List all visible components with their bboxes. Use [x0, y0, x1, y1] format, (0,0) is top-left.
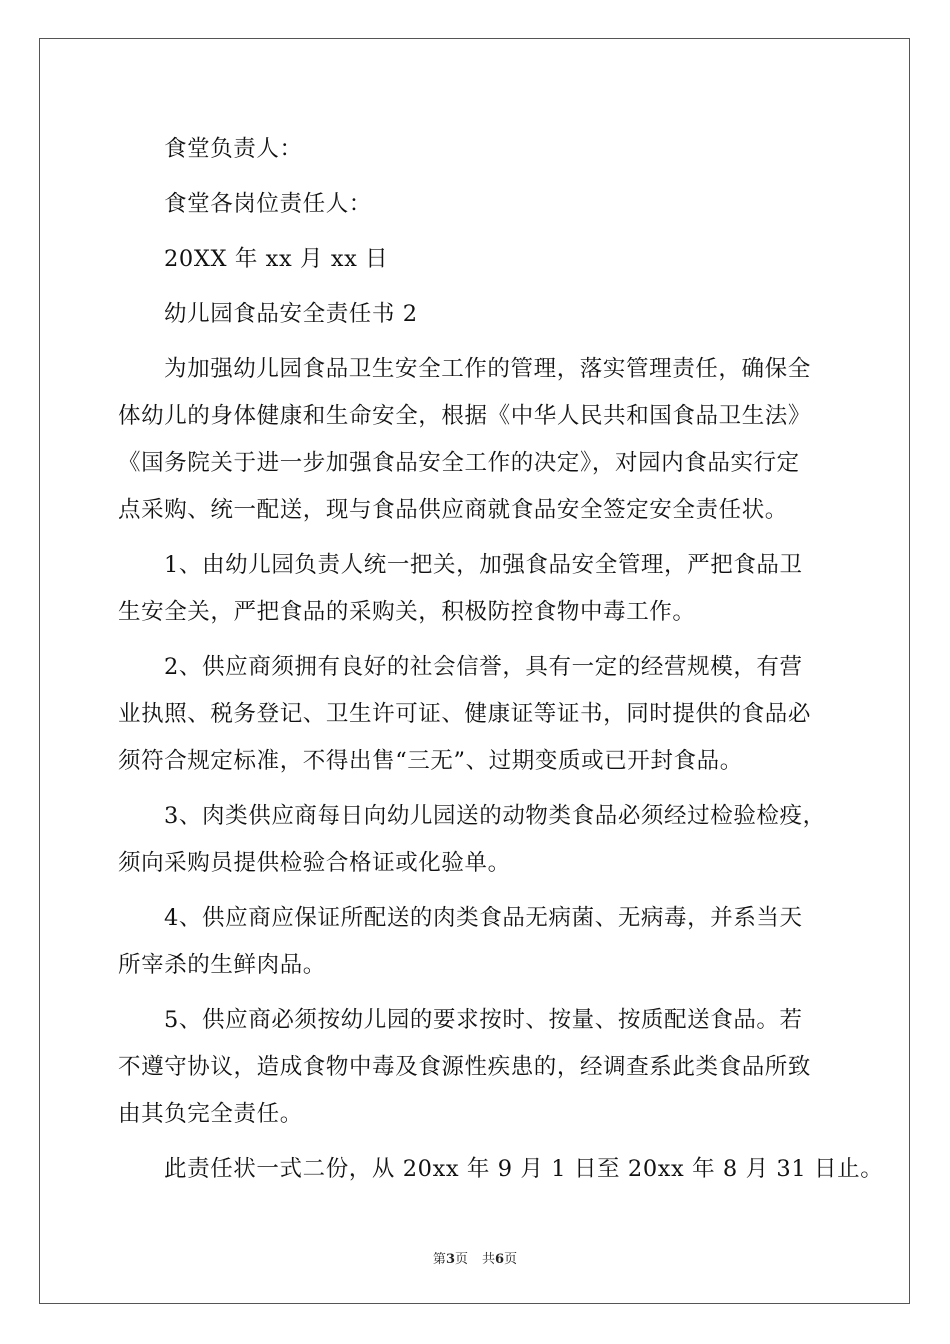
page-prefix: 第 [432, 1252, 446, 1267]
total-pages-number: 6 [495, 1252, 505, 1267]
page-suffix: 页 [454, 1252, 468, 1267]
paragraph-line: 体幼儿的身体健康和生命安全，根据《中华人民共和国食品卫生法》 [118, 403, 812, 429]
paragraph-intro [118, 346, 838, 534]
paragraph-line: 由其负完全责任。 [118, 1101, 303, 1127]
paragraph-item-5 [118, 997, 838, 1138]
paragraph-line: 所宰杀的生鲜肉品。 [118, 952, 326, 978]
paragraph-line: 为加强幼儿园食品卫生安全工作的管理，落实管理责任，确保全 [164, 356, 811, 382]
paragraph-line: 4、供应商应保证所配送的肉类食品无病菌、无病毒，并系当天 [164, 905, 803, 931]
date-line: 20XX 年 xx 月 xx 日 [164, 246, 389, 272]
canteen-manager-line: 食堂负责人： [164, 136, 303, 162]
page-footer [0, 1248, 950, 1267]
paragraph-line: 1、由幼儿园负责人统一把关，加强食品安全管理，严把食品卫 [164, 552, 803, 578]
paragraph-item-2 [118, 644, 838, 785]
paragraph-line: 业执照、税务登记、卫生许可证、健康证等证书，同时提供的食品必 [118, 701, 812, 727]
paragraph-line: 生安全关，严把食品的采购关，积极防控食物中毒工作。 [118, 599, 696, 625]
paragraph-item-3 [118, 793, 838, 887]
paragraph-line: 2、供应商须拥有良好的社会信誉，具有一定的经营规模，有营 [164, 654, 803, 680]
document-title: 幼儿园食品安全责任书 2 [164, 301, 418, 327]
post-responsible-line: 食堂各岗位责任人： [164, 191, 372, 217]
paragraph-duration [118, 1146, 884, 1193]
paragraph-item-1 [118, 542, 838, 636]
paragraph-item-4 [118, 895, 838, 989]
total-suffix: 页 [504, 1252, 518, 1267]
paragraph-line: 须符合规定标准，不得出售“三无”、过期变质或已开封食品。 [118, 748, 743, 774]
paragraph-line: 3、肉类供应商每日向幼儿园送的动物类食品必须经过检验检疫， [164, 803, 826, 829]
paragraph-line: 5、供应商必须按幼儿园的要求按时、按量、按质配送食品。若 [164, 1007, 803, 1033]
paragraph-line: 此责任状一式二份，从 20xx 年 9 月 1 日至 20xx 年 8 月 31 日止。 [164, 1156, 884, 1182]
paragraph-line: 须向采购员提供检验合格证或化验单。 [118, 850, 511, 876]
paragraph-line: 《国务院关于进一步加强食品安全工作的决定》，对园内食品实行定 [118, 450, 800, 476]
current-page-number: 3 [445, 1252, 455, 1267]
total-prefix: 共 [482, 1252, 496, 1267]
paragraph-line: 点采购、统一配送，现与食品供应商就食品安全签定安全责任状。 [118, 497, 788, 523]
document-body [118, 126, 884, 1201]
paragraph-line: 不遵守协议，造成食物中毒及食源性疾患的，经调查系此类食品所致 [118, 1054, 812, 1080]
